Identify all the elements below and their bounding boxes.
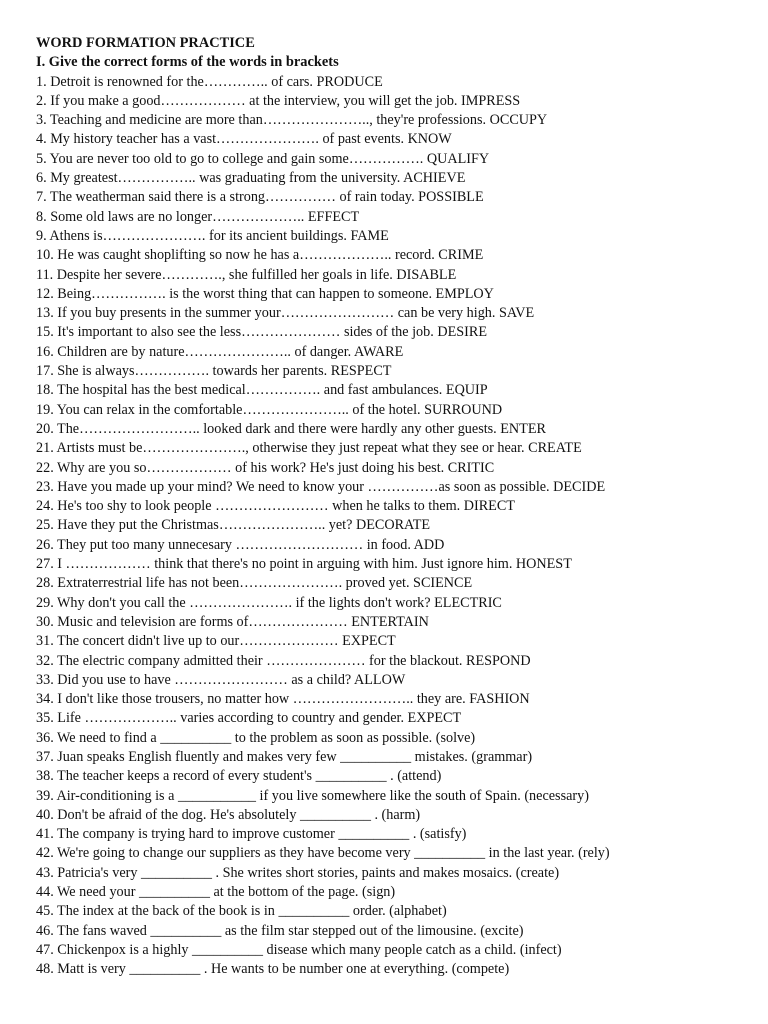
exercise-item: 19. You can relax in the comfortable………………….. of the hotel. SURROUND <box>36 401 503 418</box>
exercise-item: 45. The index at the back of the book is in __________ order. (alphabet) <box>36 903 447 920</box>
exercise-item: 28. Extraterrestrial life has not been…………………. proved yet. SCIENCE <box>36 575 473 592</box>
exercise-item: 31. The concert didn't live up to our………………… EXPECT <box>36 633 396 650</box>
exercise-item: 37. Juan speaks English fluently and makes very few __________ mistakes. (grammar) <box>36 748 533 765</box>
exercise-item: 3. Teaching and medicine are more than………………….., they're professions. OCCUPY <box>36 112 548 129</box>
exercise-item: 22. Why are you so……………… of his work? He's just doing his best. CRITIC <box>36 459 495 476</box>
exercise-item: 40. Don't be afraid of the dog. He's absolutely __________ . (harm) <box>36 806 421 823</box>
exercise-item: 2. If you make a good……………… at the interview, you will get the job. IMPRESS <box>36 92 521 109</box>
exercise-item: 36. We need to find a __________ to the problem as soon as possible. (solve) <box>36 729 476 746</box>
exercise-item: 18. The hospital has the best medical……………. and fast ambulances. EQUIP <box>36 382 488 399</box>
exercise-item: 42. We're going to change our suppliers as they have become very __________ in the last year. (rely) <box>36 845 610 862</box>
exercise-item: 41. The company is trying hard to improve customer __________ . (satisfy) <box>36 826 467 843</box>
exercise-item: 35. Life ……………….. varies according to country and gender. EXPECT <box>36 710 462 727</box>
exercise-item: 23. Have you made up your mind? We need to know your ……………as soon as possible. DECIDE <box>36 478 606 495</box>
exercise-item: 1. Detroit is renowned for the………….. of cars. PRODUCE <box>36 73 383 90</box>
exercise-item: 46. The fans waved __________ as the film star stepped out of the limousine. (excite) <box>36 922 524 939</box>
exercise-item: 13. If you buy presents in the summer your…………………… can be very high. SAVE <box>36 305 535 322</box>
section-instruction: I. Give the correct forms of the words in brackets <box>36 54 339 71</box>
exercise-item: 9. Athens is…………………. for its ancient buildings. FAME <box>36 227 389 244</box>
exercise-item: 26. They put too many unnecesary ……………………… in food. ADD <box>36 536 445 553</box>
exercise-item: 12. Being……………. is the worst thing that can happen to someone. EMPLOY <box>36 285 494 302</box>
exercise-item: 10. He was caught shoplifting so now he has a……………….. record. CRIME <box>36 247 484 264</box>
exercise-item: 15. It's important to also see the less………………… sides of the job. DESIRE <box>36 324 487 341</box>
exercise-item: 48. Matt is very __________ . He wants to be number one at everything. (compete) <box>36 961 510 978</box>
exercise-item: 38. The teacher keeps a record of every student's __________ . (attend) <box>36 768 442 785</box>
exercise-item: 33. Did you use to have …………………… as a child? ALLOW <box>36 671 406 688</box>
exercise-item: 7. The weatherman said there is a strong…………… of rain today. POSSIBLE <box>36 189 484 206</box>
exercise-item: 32. The electric company admitted their ………………… for the blackout. RESPOND <box>36 652 531 669</box>
exercise-item: 30. Music and television are forms of………………… ENTERTAIN <box>36 613 429 630</box>
exercise-item: 20. The…………………….. looked dark and there were hardly any other guests. ENTER <box>36 420 546 437</box>
exercise-item: 4. My history teacher has a vast…………………. of past events. KNOW <box>36 131 452 148</box>
exercise-item: 34. I don't like those trousers, no matter how …………………….. they are. FASHION <box>36 691 530 708</box>
exercise-item: 16. Children are by nature………………….. of danger. AWARE <box>36 343 404 360</box>
exercise-item: 6. My greatest…………….. was graduating from the university. ACHIEVE <box>36 170 466 187</box>
exercise-item: 8. Some old laws are no longer……………….. EFFECT <box>36 208 360 225</box>
exercise-item: 21. Artists must be…………………., otherwise they just repeat what they see or hear. CREATE <box>36 440 582 457</box>
exercise-item: 11. Despite her severe…………., she fulfilled her goals in life. DISABLE <box>36 266 457 283</box>
worksheet-title: WORD FORMATION PRACTICE <box>36 35 255 51</box>
exercise-item: 39. Air-conditioning is a ___________ if you live somewhere like the south of Spain. (necessary) <box>36 787 589 804</box>
exercise-item: 24. He's too shy to look people …………………… when he talks to them. DIRECT <box>36 498 515 515</box>
exercise-item: 25. Have they put the Christmas………………….. yet? DECORATE <box>36 517 431 534</box>
exercise-item: 43. Patricia's very __________ . She writes short stories, paints and makes mosaics. (create) <box>36 864 560 881</box>
exercise-item: 17. She is always……………. towards her parents. RESPECT <box>36 363 392 380</box>
exercise-item: 5. You are never too old to go to college and gain some……………. QUALIFY <box>36 150 490 167</box>
exercise-item: 47. Chickenpox is a highly __________ disease which many people catch as a child. (infect) <box>36 941 562 958</box>
exercise-item: 27. I ……………… think that there's no point in arguing with him. Just ignore him. HONEST <box>36 556 572 573</box>
exercise-item: 29. Why don't you call the …………………. if the lights don't work? ELECTRIC <box>36 594 502 611</box>
exercise-list <box>36 73 738 980</box>
exercise-item: 44. We need your __________ at the bottom of the page. (sign) <box>36 884 396 901</box>
